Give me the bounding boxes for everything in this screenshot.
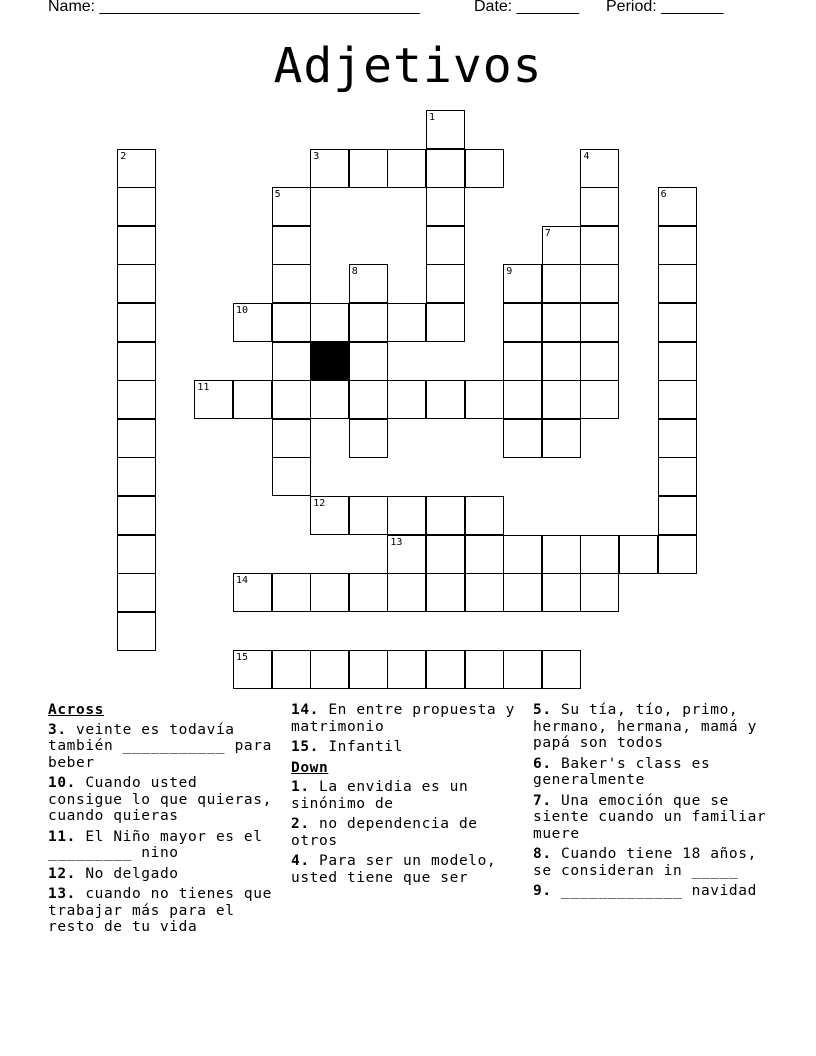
grid-cell[interactable] (117, 496, 156, 535)
clue-number-12: 12 (313, 498, 326, 509)
clue-number: 2. (291, 816, 310, 832)
grid-cell[interactable] (542, 303, 581, 342)
grid-cell[interactable] (658, 303, 697, 342)
clue-text: En entre propuesta y matrimonio (291, 702, 515, 735)
across-heading: Across (48, 702, 104, 718)
grid-cell[interactable] (349, 380, 388, 419)
grid-cell[interactable] (426, 149, 465, 188)
grid-cell[interactable] (117, 612, 156, 651)
grid-cell[interactable] (426, 187, 465, 226)
grid-cell[interactable] (465, 650, 504, 689)
clue-item (48, 886, 273, 936)
grid-cell[interactable] (465, 535, 504, 574)
grid-cell[interactable] (272, 264, 311, 303)
grid-cell[interactable] (272, 457, 311, 496)
grid-cell[interactable] (542, 573, 581, 612)
clue-item (291, 853, 523, 886)
grid-cell[interactable] (426, 380, 465, 419)
grid-cell[interactable] (542, 380, 581, 419)
period-field-label: Period: _______ (606, 0, 724, 15)
grid-cell[interactable] (542, 535, 581, 574)
clue-number-10: 10 (236, 305, 249, 316)
grid-cell[interactable] (580, 380, 619, 419)
date-field-label: Date: _______ (474, 0, 579, 15)
grid-cell[interactable] (580, 342, 619, 381)
grid-cell[interactable] (580, 187, 619, 226)
clues-column-1 (48, 702, 273, 940)
clue-item (48, 775, 273, 825)
clue-text: Cuando usted consigue lo que quieras, cuando quieras (48, 775, 272, 824)
page-title: Adjetivos (273, 38, 543, 94)
grid-cell[interactable] (542, 419, 581, 458)
grid-cell[interactable] (503, 650, 542, 689)
grid-cell[interactable] (503, 380, 542, 419)
clue-text: La envidia es un sinónimo de (291, 779, 469, 812)
grid-cell[interactable] (658, 342, 697, 381)
grid-cell[interactable] (658, 496, 697, 535)
grid-cell[interactable] (310, 650, 349, 689)
black-cell (310, 342, 349, 381)
grid-cell[interactable] (233, 380, 272, 419)
clue-item (533, 702, 768, 752)
grid-cell[interactable] (426, 226, 465, 265)
grid-cell[interactable] (658, 226, 697, 265)
clue-text: Infantil (319, 739, 403, 755)
clue-number: 10. (48, 775, 76, 791)
clue-number: 13. (48, 886, 76, 902)
grid-cell[interactable] (658, 419, 697, 458)
grid-cell[interactable] (580, 226, 619, 265)
clue-number: 1. (291, 779, 310, 795)
grid-cell[interactable] (426, 496, 465, 535)
grid-cell[interactable] (503, 342, 542, 381)
clue-number: 12. (48, 865, 76, 882)
clue-number-8: 8 (351, 266, 358, 278)
clue-item (48, 866, 273, 883)
clue-item (533, 883, 768, 900)
grid-cell[interactable] (387, 573, 426, 612)
grid-cell[interactable] (580, 535, 619, 574)
grid-cell[interactable] (117, 226, 156, 265)
grid-cell[interactable] (542, 264, 581, 303)
clue-text: veinte es todavía también ___________ para beber (48, 721, 272, 771)
clue-item (291, 739, 523, 756)
clue-number-1: 1 (429, 112, 436, 123)
grid-cell[interactable] (658, 535, 697, 574)
clue-number-2: 2 (120, 150, 127, 162)
clue-number: 9. (533, 883, 552, 899)
clue-item (533, 846, 768, 879)
clue-number: 15. (291, 739, 319, 755)
grid-cell[interactable] (465, 149, 504, 188)
grid-cell[interactable] (580, 264, 619, 303)
clue-item (291, 779, 523, 812)
name-field-label: Name: ____________________________________ (48, 0, 420, 15)
grid-cell[interactable] (465, 573, 504, 612)
grid-cell[interactable] (387, 380, 426, 419)
grid-cell[interactable] (542, 650, 581, 689)
clue-number-5: 5 (274, 189, 281, 201)
grid-cell[interactable] (117, 573, 156, 612)
grid-cell[interactable] (465, 496, 504, 535)
grid-cell[interactable] (349, 303, 388, 342)
grid-cell[interactable] (117, 457, 156, 496)
grid-cell[interactable] (117, 535, 156, 574)
grid-cell[interactable] (387, 149, 426, 188)
clue-text: El Niño mayor es el _________ nino (48, 828, 263, 861)
clue-text: Para ser un modelo, usted tiene que ser (291, 853, 497, 886)
grid-cell[interactable] (310, 380, 349, 419)
clue-item (533, 756, 768, 789)
clue-text: No delgado (76, 865, 179, 882)
grid-cell[interactable] (658, 380, 697, 419)
clue-number-6: 6 (660, 189, 667, 201)
clue-item (291, 702, 523, 735)
grid-cell[interactable] (387, 650, 426, 689)
clue-number-15: 15 (236, 652, 249, 664)
grid-cell[interactable] (310, 573, 349, 612)
grid-cell[interactable] (580, 303, 619, 342)
clue-text: cuando no tienes que trabajar más para el resto de tu vida (48, 886, 272, 935)
grid-cell[interactable] (503, 535, 542, 574)
clue-text: _____________ navidad (551, 883, 757, 899)
clue-number-13: 13 (390, 536, 403, 548)
grid-cell[interactable] (503, 303, 542, 342)
clue-item (533, 793, 768, 843)
grid-cell[interactable] (349, 342, 388, 381)
grid-cell[interactable] (349, 496, 388, 535)
grid-cell[interactable] (310, 303, 349, 342)
grid-cell[interactable] (349, 149, 388, 188)
grid-cell[interactable] (542, 342, 581, 381)
grid-cell[interactable] (658, 264, 697, 303)
grid-cell[interactable] (387, 303, 426, 342)
grid-cell[interactable] (117, 419, 156, 458)
clue-number-14: 14 (236, 575, 249, 587)
clue-text: no dependencia de otros (291, 816, 478, 849)
clue-text: Baker's class es generalmente (533, 755, 711, 788)
clue-number-3: 3 (313, 150, 320, 162)
grid-cell[interactable] (349, 650, 388, 689)
grid-cell[interactable] (503, 573, 542, 612)
grid-cell[interactable] (426, 650, 465, 689)
clue-number: 4. (291, 853, 310, 869)
clue-text: Su tía, tío, primo, hermano, hermana, mamá y papá son todos (533, 702, 757, 751)
clue-number: 7. (533, 792, 552, 809)
grid-cell[interactable] (272, 573, 311, 612)
clue-number-9: 9 (506, 266, 513, 278)
grid-cell[interactable] (349, 573, 388, 612)
grid-cell[interactable] (272, 380, 311, 419)
grid-cell[interactable] (117, 342, 156, 381)
grid-cell[interactable] (117, 264, 156, 303)
clue-number: 6. (533, 755, 552, 772)
grid-cell[interactable] (619, 535, 658, 574)
clues-column-3 (533, 702, 768, 904)
down-heading: Down (291, 759, 329, 776)
clue-number-7: 7 (544, 227, 551, 239)
grid-cell[interactable] (117, 303, 156, 342)
clue-number-11: 11 (197, 382, 210, 394)
clue-number: 11. (48, 828, 76, 845)
clue-text: Una emoción que se siente cuando un familiar muere (533, 792, 767, 842)
grid-cell[interactable] (426, 264, 465, 303)
clue-item (48, 829, 273, 862)
clue-number: 8. (533, 846, 552, 862)
grid-cell[interactable] (580, 573, 619, 612)
grid-cell[interactable] (117, 380, 156, 419)
clue-number: 5. (533, 702, 552, 718)
grid-cell[interactable] (387, 496, 426, 535)
grid-cell[interactable] (272, 342, 311, 381)
grid-cell[interactable] (272, 303, 311, 342)
grid-cell[interactable] (272, 650, 311, 689)
clue-number-4: 4 (583, 150, 590, 162)
grid-cell[interactable] (426, 303, 465, 342)
grid-cell[interactable] (426, 535, 465, 574)
clue-item (291, 816, 523, 849)
grid-cell[interactable] (117, 187, 156, 226)
clue-number: 3. (48, 721, 67, 738)
clue-number: 14. (291, 702, 319, 718)
clues-column-2 (291, 702, 523, 890)
grid-cell[interactable] (658, 457, 697, 496)
clue-item (48, 722, 273, 772)
grid-cell[interactable] (272, 226, 311, 265)
grid-cell[interactable] (272, 419, 311, 458)
grid-cell[interactable] (349, 419, 388, 458)
grid-cell[interactable] (426, 573, 465, 612)
grid-cell[interactable] (465, 380, 504, 419)
grid-cell[interactable] (503, 419, 542, 458)
clue-text: Cuando tiene 18 años, se consideran in _____ (533, 846, 757, 879)
